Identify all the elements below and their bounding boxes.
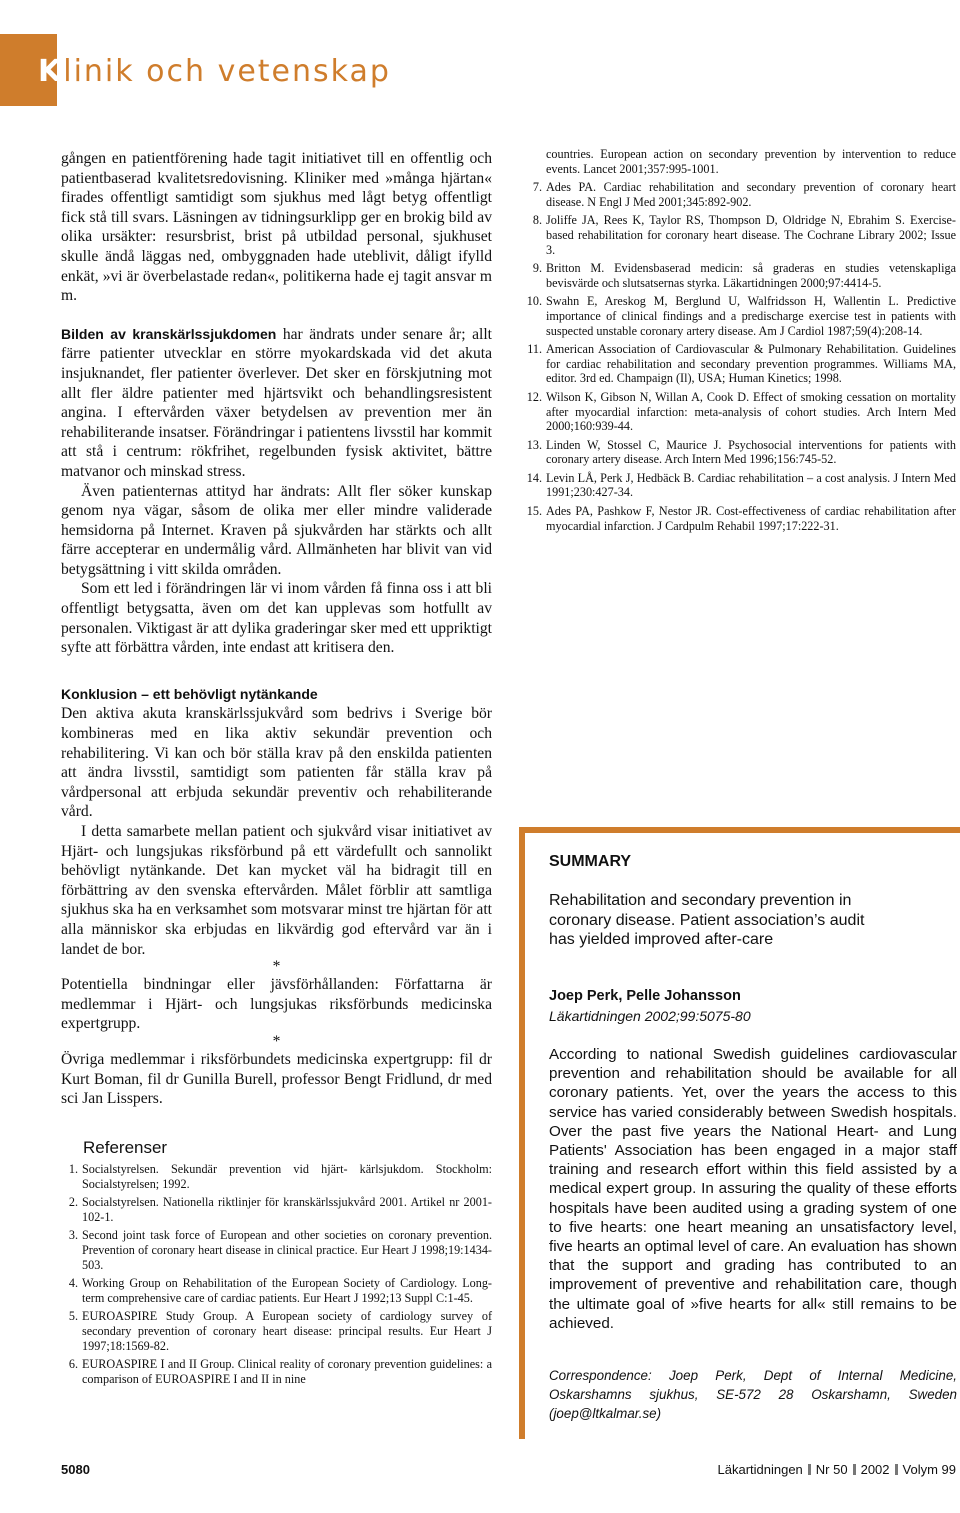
- reference-number: 7.: [532, 180, 542, 195]
- footer-separator: [853, 1464, 856, 1475]
- reference-item: [62, 1195, 492, 1224]
- conclusion-heading: Konklusion – ett behövligt nytänkande: [61, 685, 318, 702]
- paragraph-5: Den aktiva akuta kranskärlssjukvård som bedrivs i Sverige bör kombineras med en lika aktiv sekundär prevention och rehabilitering. Vi kan och bör ställa krav på den enskilda patienten att ändra livsstil, samtidigt som patienten får ställa krav på vårdpersonal att erbjuda sekundär preventiv och rehabiliterande vård.: [61, 705, 492, 821]
- reference-item: [526, 261, 956, 290]
- summary-correspondence: Correspondence: Joep Perk, Dept of Internal Medicine, Oskarshamns sjukhus, SE-572 28 Oskarshamn, Sweden (joep@ltkalmar.se): [549, 1368, 957, 1421]
- references-list-right: [526, 147, 956, 537]
- reference-number: 13.: [526, 437, 542, 452]
- reference-text: Swahn E, Areskog M, Berglund U, Walfridsson H, Wallentin L. Predictive importance of clinical findings and a predischarge exercise test in patients with suspected unstable coronary artery disease. Am J Cardiol 1987;59(4):208-14.: [546, 294, 956, 338]
- summary-title: Rehabilitation and secondary prevention in coronary disease. Patient association’s audit has yielded improved after-care: [549, 892, 865, 948]
- page-number: 5080: [61, 1462, 90, 1477]
- reference-text: Britton M. Evidensbaserad medicin: så graderas en studies vetenskapliga bevisvärde och slutsatsernas styrka. Läkartidningen 2000;97:4414-5.: [546, 261, 956, 290]
- left-column: [61, 149, 492, 1109]
- footer-separator: [895, 1464, 898, 1475]
- paragraph-2: Bilden av kranskärlssjukdomen har ändrats under senare år; allt färre patienter utvecklar en större myokardskada vid det akuta insjuknandet, fler patienter överlever. Det sker en förskjutning mot allt fler äldre patienter med hjärtsvikt och behandlingsresistent angina. I eftervården växer betydelsen av prevention mer än rehabiliterande insatser. Förändringar i patientens livsstil har kommit att stå i centrum: rökfrihet, regelbunden fysisk aktivitet, bättre matvanor och minskad stress.: [61, 325, 492, 480]
- summary-heading: SUMMARY: [549, 853, 632, 870]
- reference-text: Linden W, Stossel C, Maurice J. Psychosocial interventions for patients with coronary artery disease. Arch Intern Med 1996;156:745-52.: [546, 437, 956, 467]
- references-list-left: [62, 1162, 492, 1390]
- run-in-heading: Bilden av kranskärlssjukdomen: [61, 325, 277, 342]
- reference-number: 2.: [68, 1195, 78, 1210]
- disclosure-text: Potentiella bindningar eller jävsförhållanden: Författarna är medlemmar i Hjärt- och lungsjukas riksförbunds medicinska expertgrupp.: [61, 976, 492, 1033]
- reference-text: Levin LÅ, Perk J, Hedbäck B. Cardiac rehabilitation – a cost analysis. J Intern Med 1991;230:427-34.: [546, 470, 956, 500]
- reference-item: [526, 294, 956, 338]
- reference-text: American Association of Cardiovascular & Pulmonary Rehabilitation. Guidelines for cardiac rehabilitation and secondary prevention programmes. Williams MA, editor. 3rd ed. Champaign (Il), USA; Human Kinetics; 1998.: [546, 342, 956, 386]
- reference-number: 6.: [68, 1357, 78, 1372]
- references-title: Referenser: [83, 1138, 168, 1157]
- separator-star: *: [272, 958, 281, 976]
- paragraph-1: gången en patientförening hade tagit initiativet till en offentlig och patientbaserad kvalitetsredovisning. Kliniker med »många hjärtan« firades offentligt samtidigt som sjukhus med lågt betyg offentligt fick stå till svars. Läsningen av tidningsurklipp ger en brokig bild av olika ursäkter: resursbrist, brist på utbildad personal, sjukhuset skulle ändå läggas ned, ombyggnaden hade uteblivit, dåligt ifylld enkät, »vi är överbelastade redan«, politikerna hade ej tagit ansvar m m.: [61, 150, 492, 305]
- reference-item: [62, 1228, 492, 1272]
- reference-text: EUROASPIRE I and II Group. Clinical reality of coronary prevention guidelines: a comparison of EUROASPIRE I and II in nine: [82, 1357, 492, 1386]
- reference-number: 4.: [68, 1276, 78, 1291]
- paragraph-6: I detta samarbete mellan patient och sjukvård visar initiativet av Hjärt- och lungsjukas riksförbund på ett värdefullt och sannolikt behövligt nytänkande. Det kan mycket väl ha bidragit till en förbättring av den svenska eftervården. Målet förblir att samtliga sjukhus ska ha en verksamhet som motsvarar minst tre hjärtan för att alla människor ska erbjudas en likvärdig god eftervård var än i landet de bor.: [61, 823, 492, 958]
- reference-number: 15.: [526, 504, 542, 519]
- reference-number: 8.: [532, 213, 542, 228]
- reference-item: [62, 1309, 492, 1353]
- reference-text: Socialstyrelsen. Nationella riktlinjer för kranskärlssjukvård 2001. Artikel nr 2001-102-1.: [82, 1195, 492, 1224]
- reference-number: 10.: [526, 294, 542, 309]
- reference-number: 11.: [527, 342, 542, 357]
- summary-citation: Läkartidningen 2002;99:5075-80: [549, 1008, 751, 1024]
- reference-text: Socialstyrelsen. Sekundär prevention vid hjärt- kärlsjukdom. Stockholm: Socialstyrelsen; 1992.: [82, 1162, 492, 1191]
- reference-text: EUROASPIRE Study Group. A European society of cardiology survey of secondary prevention of coronary heart disease: principal results. Eur Heart J 1997;18:1569-82.: [82, 1309, 492, 1353]
- reference-item: [526, 390, 956, 434]
- journal-footer: Läkartidningen Nr 50 2002 Volym 99: [717, 1462, 956, 1477]
- separator-star: *: [272, 1032, 281, 1050]
- reference-number: 9.: [532, 261, 542, 276]
- summary-top-rule: [519, 827, 960, 833]
- reference-text: Ades PA. Cardiac rehabilitation and secondary prevention of coronary heart disease. N Engl J Med 2001;345:892-902.: [546, 180, 956, 209]
- paragraph-3: Även patienternas attityd har ändrats: Allt fler söker kunskap genom nya vägar, såsom de olika mer eller mindre validerade hemsidorna på Internet. Kraven på sjukvården har stärkts och allt färre accepterar en undermålig vård. Allmänheten har blivit van vid betygsättning i vitt skilda områden.: [61, 482, 492, 578]
- reference-item: [62, 1162, 492, 1191]
- reference-item: [526, 180, 956, 209]
- reference-number: 14.: [526, 470, 542, 485]
- footer-separator: [808, 1464, 811, 1475]
- summary-body: According to national Swedish guidelines cardiovascular prevention and rehabilitation should be available for all coronary patients. Yet, over the years the access to this service has varied considerably between Swedish hospitals. Over the past five years the National Heart- and Lung Patients' Association has been engaged in a major staff training and research effort within this field assisted by a medical expert group. In assuring the quality of these efforts hospitals have been audited using a grading system of one to five hearts: one heart meaning an unsatisfactory level, five hearts an optimal level of care. An evaluation has shown that the support and grading has contributed to an improvement of preventive and rehabilitation care, though the ultimate goal of »five hearts for all« still remains to be achieved.: [549, 1046, 957, 1332]
- reference-continuation: countries. European action on secondary prevention by intervention to reduce events. Lancet 2001;357:995-1001.: [546, 147, 956, 176]
- reference-text: Wilson K, Gibson N, Willan A, Cook D. Effect of smoking cessation on mortality after myocardial infarction: meta-analysis of cohort studies. Arch Intern Med 2000;160:939-44.: [546, 389, 956, 434]
- summary-authors: Joep Perk, Pelle Johansson: [549, 988, 741, 1004]
- reference-item: [526, 213, 956, 257]
- summary-side-rule: [519, 827, 525, 1439]
- reference-text: Ades PA, Pashkow F, Nestor JR. Cost-effectiveness of cardiac rehabilitation after myocardial infarction. J Cardpulm Rehabil 1997;17:222-31.: [546, 504, 956, 533]
- reference-text: Joliffe JA, Rees K, Taylor RS, Thompson D, Oldridge N, Ebrahim S. Exercise-based rehabilitation for coronary heart disease. The Cochrane Library 2002; Issue 3.: [546, 213, 956, 257]
- expert-group-text: Övriga medlemmar i riksförbundets medicinska expertgrupp: fil dr Kurt Boman, fil dr Gunilla Burell, professor Bengt Fridlund, dr med sci Jan Lisspers.: [61, 1050, 492, 1108]
- reference-number: 1.: [68, 1162, 78, 1176]
- reference-item: [526, 342, 956, 386]
- reference-text: Working Group on Rehabilitation of the European Society of Cardiology. Long-term comprehensive care of cardiac patients. Eur Heart J 1992;13 Suppl C:1-45.: [82, 1276, 492, 1305]
- reference-item: [526, 438, 956, 467]
- reference-item: [62, 1357, 492, 1386]
- reference-item: [62, 1276, 492, 1305]
- reference-text: Second joint task force of European and other societies on coronary prevention. Prevention of coronary heart disease in clinical practice. Eur Heart J 1998;19:1434-503.: [82, 1228, 492, 1272]
- reference-number: 3.: [68, 1228, 78, 1243]
- reference-item: [526, 504, 956, 533]
- paragraph-4: Som ett led i förändringen lär vi inom vården få finna oss i att bli offentligt betygsatta, även om det kan upplevas som hotfullt av personalen. Viktigast är att dylika graderingar sker med ett uppriktigt syfte att förbättra vården, inte endast att kritisera den.: [61, 580, 492, 657]
- reference-number: 12.: [526, 389, 542, 404]
- reference-number: 5.: [68, 1309, 78, 1324]
- section-title: Klinik och vetenskap: [38, 54, 391, 89]
- reference-item: [526, 471, 956, 500]
